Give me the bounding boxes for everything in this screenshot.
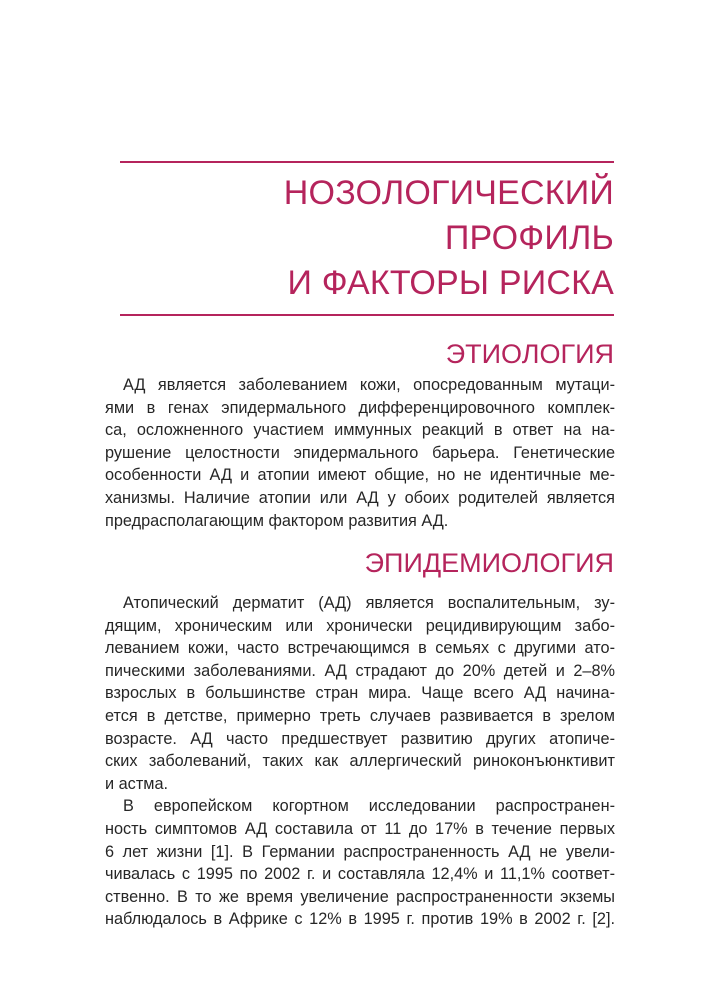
text-line: возрасте. АД часто предшествует развитию других атопиче- (105, 729, 615, 748)
title-bottom-rule (120, 314, 614, 316)
chapter-title-block (120, 161, 614, 316)
text-line: рушение целостности эпидермального барьера. Генетические (105, 443, 615, 462)
text-line: ность симптомов АД составила от 11 до 17% в течение первых (105, 819, 615, 838)
paragraph (105, 795, 615, 931)
text-line: леванием кожи, часто встречающимся в семьях с другими ато- (105, 639, 615, 658)
text-line: ханизмы. Наличие атопии или АД у обоих родителей является (105, 488, 615, 507)
text-line: дящим, хроническим или хронически рецидивирующим забо- (105, 616, 615, 635)
text-line: са, осложненного участием иммунных реакций в ответ на на- (105, 421, 615, 440)
section-heading-epidemiology: ЭПИДЕМИОЛОГИЯ (364, 548, 614, 578)
chapter-title (120, 163, 614, 314)
text-line: и астма. (105, 774, 169, 793)
text-line: 6 лет жизни [1]. В Германии распространенность АД не увели- (105, 842, 615, 861)
paragraph (105, 374, 615, 532)
text-line: ями в генах эпидермального дифференцировочного комплек- (105, 398, 615, 417)
chapter-title-line-1: НОЗОЛОГИЧЕСКИЙ ПРОФИЛЬ (283, 174, 614, 257)
text-line: наблюдалось в Африке с 12% в 1995 г. против 19% в 2002 г. [2]. (105, 910, 615, 929)
text-line: пическими заболеваниями. АД страдают до 20% детей и 2–8% (105, 661, 615, 680)
text-line: ственно. В то же время увеличение распространенности экземы (105, 887, 615, 906)
epidemiology-body (105, 592, 615, 931)
text-line: взрослых в большинстве стран мира. Чаще всего АД начина- (105, 684, 615, 703)
chapter-title-line-2: И ФАКТОРЫ РИСКА (287, 264, 614, 302)
text-line: Атопический дерматит (АД) является воспалительным, зу- (123, 594, 615, 612)
text-line: ется в детстве, примерно треть случаев развивается в зрелом (105, 706, 615, 725)
text-line: АД является заболеванием кожи, опосредованным мутаци- (123, 376, 615, 394)
text-line: ских заболеваний, таких как аллергический риноконъюнктивит (105, 752, 615, 771)
paragraph (105, 592, 615, 795)
section-heading-etiology: ЭТИОЛОГИЯ (445, 339, 614, 369)
text-line: особенности АД и атопии имеют общие, но не идентичные ме- (105, 466, 615, 485)
text-line: чивалась с 1995 по 2002 г. и составляла 12,4% и 11,1% соответ- (105, 865, 615, 884)
text-line: В европейском когортном исследовании распространен- (123, 797, 615, 816)
etiology-body (105, 374, 615, 532)
text-line: предрасполагающим фактором развития АД. (105, 511, 449, 530)
